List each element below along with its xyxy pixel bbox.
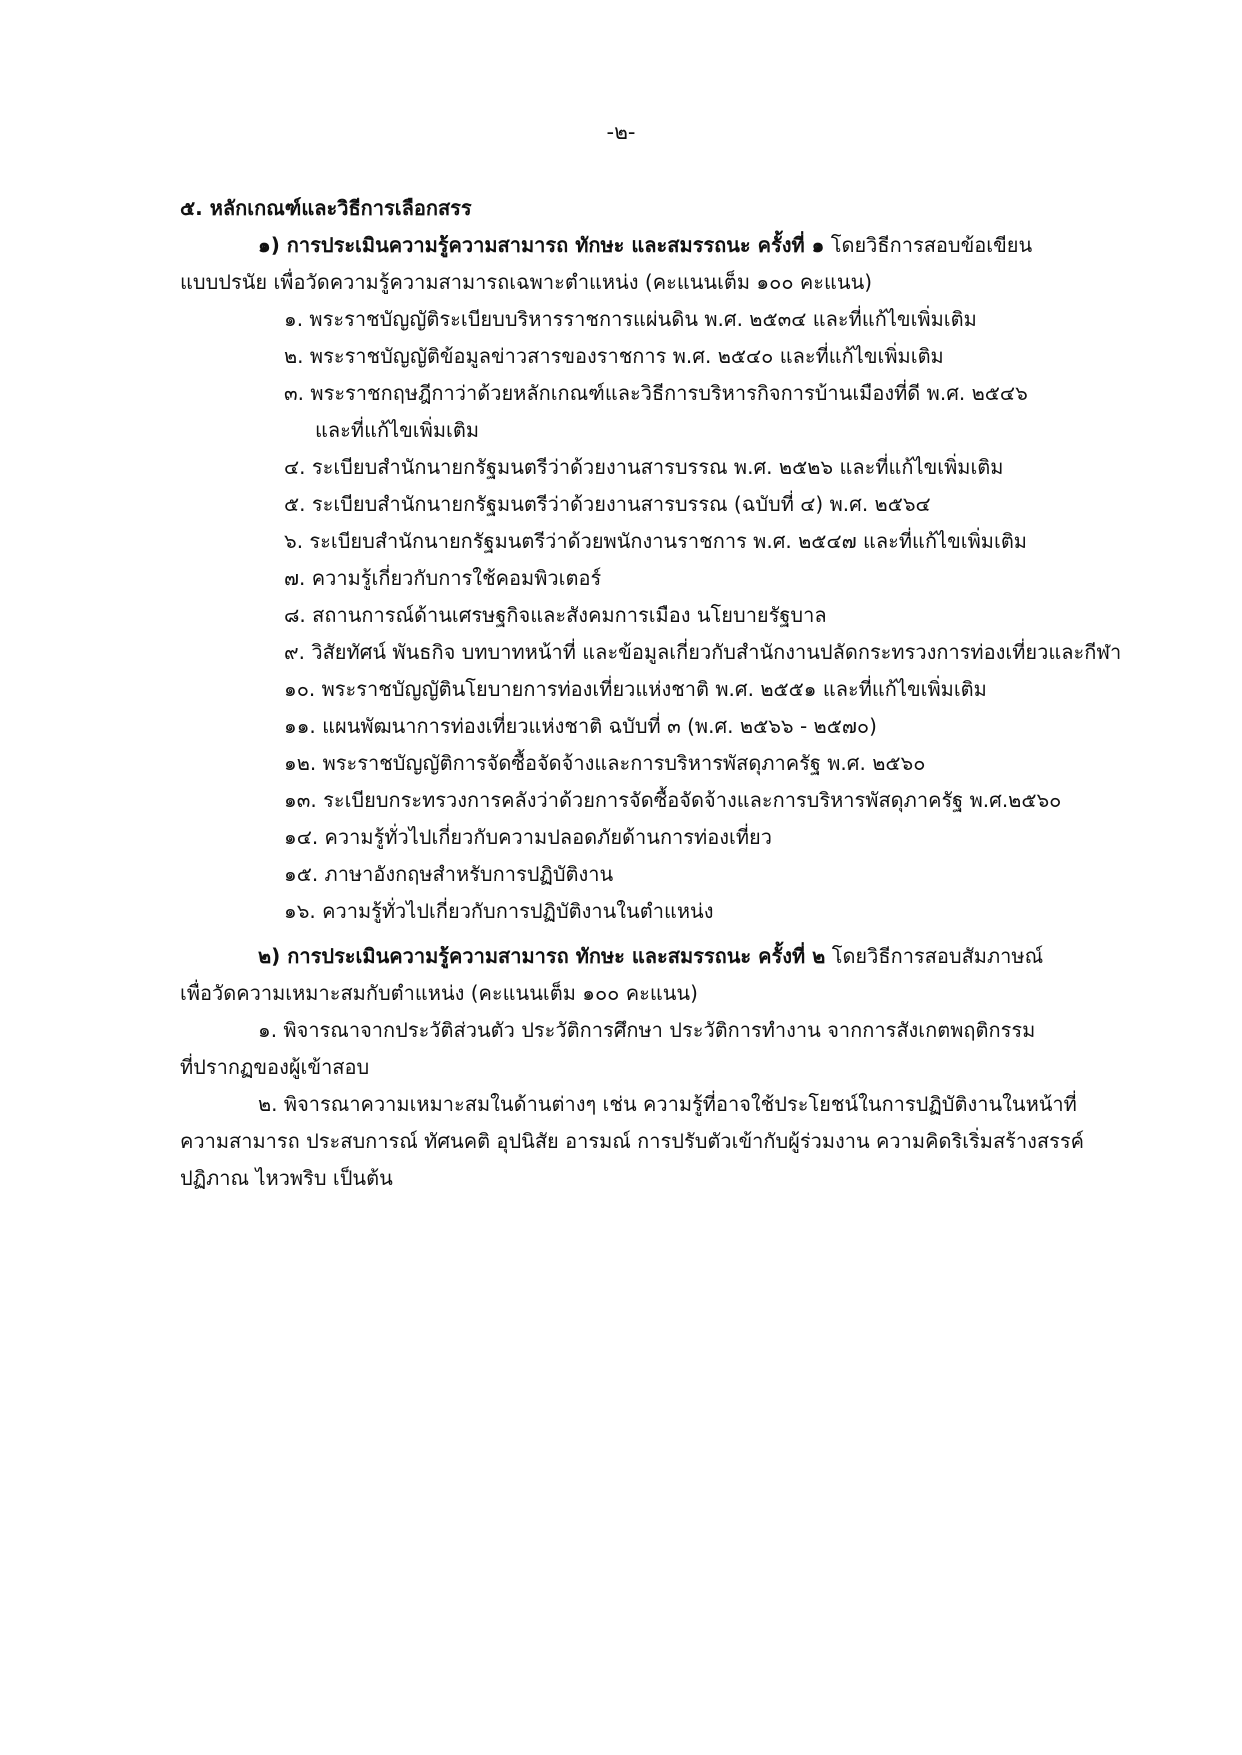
document-body [180,190,1140,1197]
part1-title-bold: ๑) การประเมินความรู้ความสามารถ ทักษะ และสมรรถนะ ครั้งที่ ๑ [258,233,825,257]
part2-criterion-2-end: ปฏิภาณ ไหวพริบ เป็นต้น [180,1166,393,1190]
part1-title-line [180,227,1140,264]
part2-title-line [180,938,1140,975]
part2-title-bold: ๒) การประเมินความรู้ความสามารถ ทักษะ และสมรรถนะ ครั้งที่ ๒ [258,944,826,968]
exam-topic-list [180,301,1140,930]
part2-criterion-2: ๒. พิจารณาความเหมาะสมในด้านต่างๆ เช่น ความรู้ที่อาจใช้ประโยชน์ในการปฏิบัติงานในหน้าที่ [258,1092,1077,1116]
list-item: ๒. พระราชบัญญัติข้อมูลข่าวสารของราชการ พ.ศ. ๒๕๔๐ และที่แก้ไขเพิ่มเติม [284,344,944,368]
part2-description: เพื่อวัดความเหมาะสมกับตำแหน่ง (คะแนนเต็ม ๑๐๐ คะแนน) [180,981,698,1005]
list-item: ๑๑. แผนพัฒนาการท่องเที่ยวแห่งชาติ ฉบับที่ ๓ (พ.ศ. ๒๕๖๖ - ๒๕๗๐) [284,714,877,738]
section-heading: ๕. หลักเกณฑ์และวิธีการเลือกสรร [180,196,472,220]
list-item: ๑. พระราชบัญญัติระเบียบบริหารราชการแผ่นดิน พ.ศ. ๒๕๓๔ และที่แก้ไขเพิ่มเติม [284,307,977,331]
list-item: ๑๔. ความรู้ทั่วไปเกี่ยวกับความปลอดภัยด้านการท่องเที่ยว [284,825,772,849]
list-item: ๑๕. ภาษาอังกฤษสำหรับการปฏิบัติงาน [284,862,614,886]
part2-criterion-1: ๑. พิจารณาจากประวัติส่วนตัว ประวัติการศึกษา ประวัติการทำงาน จากการสังเกตพฤติกรรม [258,1018,1036,1042]
page-number: -๒- [606,120,636,144]
list-item: ๑๒. พระราชบัญญัติการจัดซื้อจัดจ้างและการบริหารพัสดุภาครัฐ พ.ศ. ๒๕๖๐ [284,751,926,775]
part2-criterion-1-cont: ที่ปรากฏของผู้เข้าสอบ [180,1055,370,1079]
list-item: ๑๐. พระราชบัญญัตินโยบายการท่องเที่ยวแห่งชาติ พ.ศ. ๒๕๕๑ และที่แก้ไขเพิ่มเติม [284,677,987,701]
list-item-continuation: และที่แก้ไขเพิ่มเติม [315,418,480,442]
list-item: ๗. ความรู้เกี่ยวกับการใช้คอมพิวเตอร์ [284,566,602,590]
list-item: ๓. พระราชกฤษฎีกาว่าด้วยหลักเกณฑ์และวิธีการบริหารกิจการบ้านเมืองที่ดี พ.ศ. ๒๕๔๖ [284,381,1028,405]
spacer [180,930,1140,938]
list-item: ๕. ระเบียบสำนักนายกรัฐมนตรีว่าด้วยงานสารบรรณ (ฉบับที่ ๔) พ.ศ. ๒๕๖๔ [284,492,931,516]
part1-description: แบบปรนัย เพื่อวัดความรู้ความสามารถเฉพาะตำแหน่ง (คะแนนเต็ม ๑๐๐ คะแนน) [180,270,873,294]
list-item: ๙. วิสัยทัศน์ พันธกิจ บทบาทหน้าที่ และข้อมูลเกี่ยวกับสำนักงานปลัดกระทรวงการท่องเที่ยวและกีฬา [284,640,1122,664]
part2-title-rest: โดยวิธีการสอบสัมภาษณ์ [825,944,1044,968]
list-item: ๔. ระเบียบสำนักนายกรัฐมนตรีว่าด้วยงานสารบรรณ พ.ศ. ๒๕๒๖ และที่แก้ไขเพิ่มเติม [284,455,1004,479]
list-item: ๑๖. ความรู้ทั่วไปเกี่ยวกับการปฏิบัติงานในตำแหน่ง [284,899,714,923]
list-item: ๑๓. ระเบียบกระทรวงการคลังว่าด้วยการจัดซื้อจัดจ้างและการบริหารพัสดุภาครัฐ พ.ศ.๒๕๖๐ [284,788,1062,812]
list-item: ๖. ระเบียบสำนักนายกรัฐมนตรีว่าด้วยพนักงานราชการ พ.ศ. ๒๕๔๗ และที่แก้ไขเพิ่มเติม [284,529,1027,553]
list-item: ๘. สถานการณ์ด้านเศรษฐกิจและสังคมการเมือง นโยบายรัฐบาล [284,603,827,627]
part1-title-rest: โดยวิธีการสอบข้อเขียน [824,233,1033,257]
part2-criterion-2-cont: ความสามารถ ประสบการณ์ ทัศนคติ อุปนิสัย อารมณ์ การปรับตัวเข้ากับผู้ร่วมงาน ความคิดริเริ่มสร้างสรรค์ [180,1129,1084,1153]
